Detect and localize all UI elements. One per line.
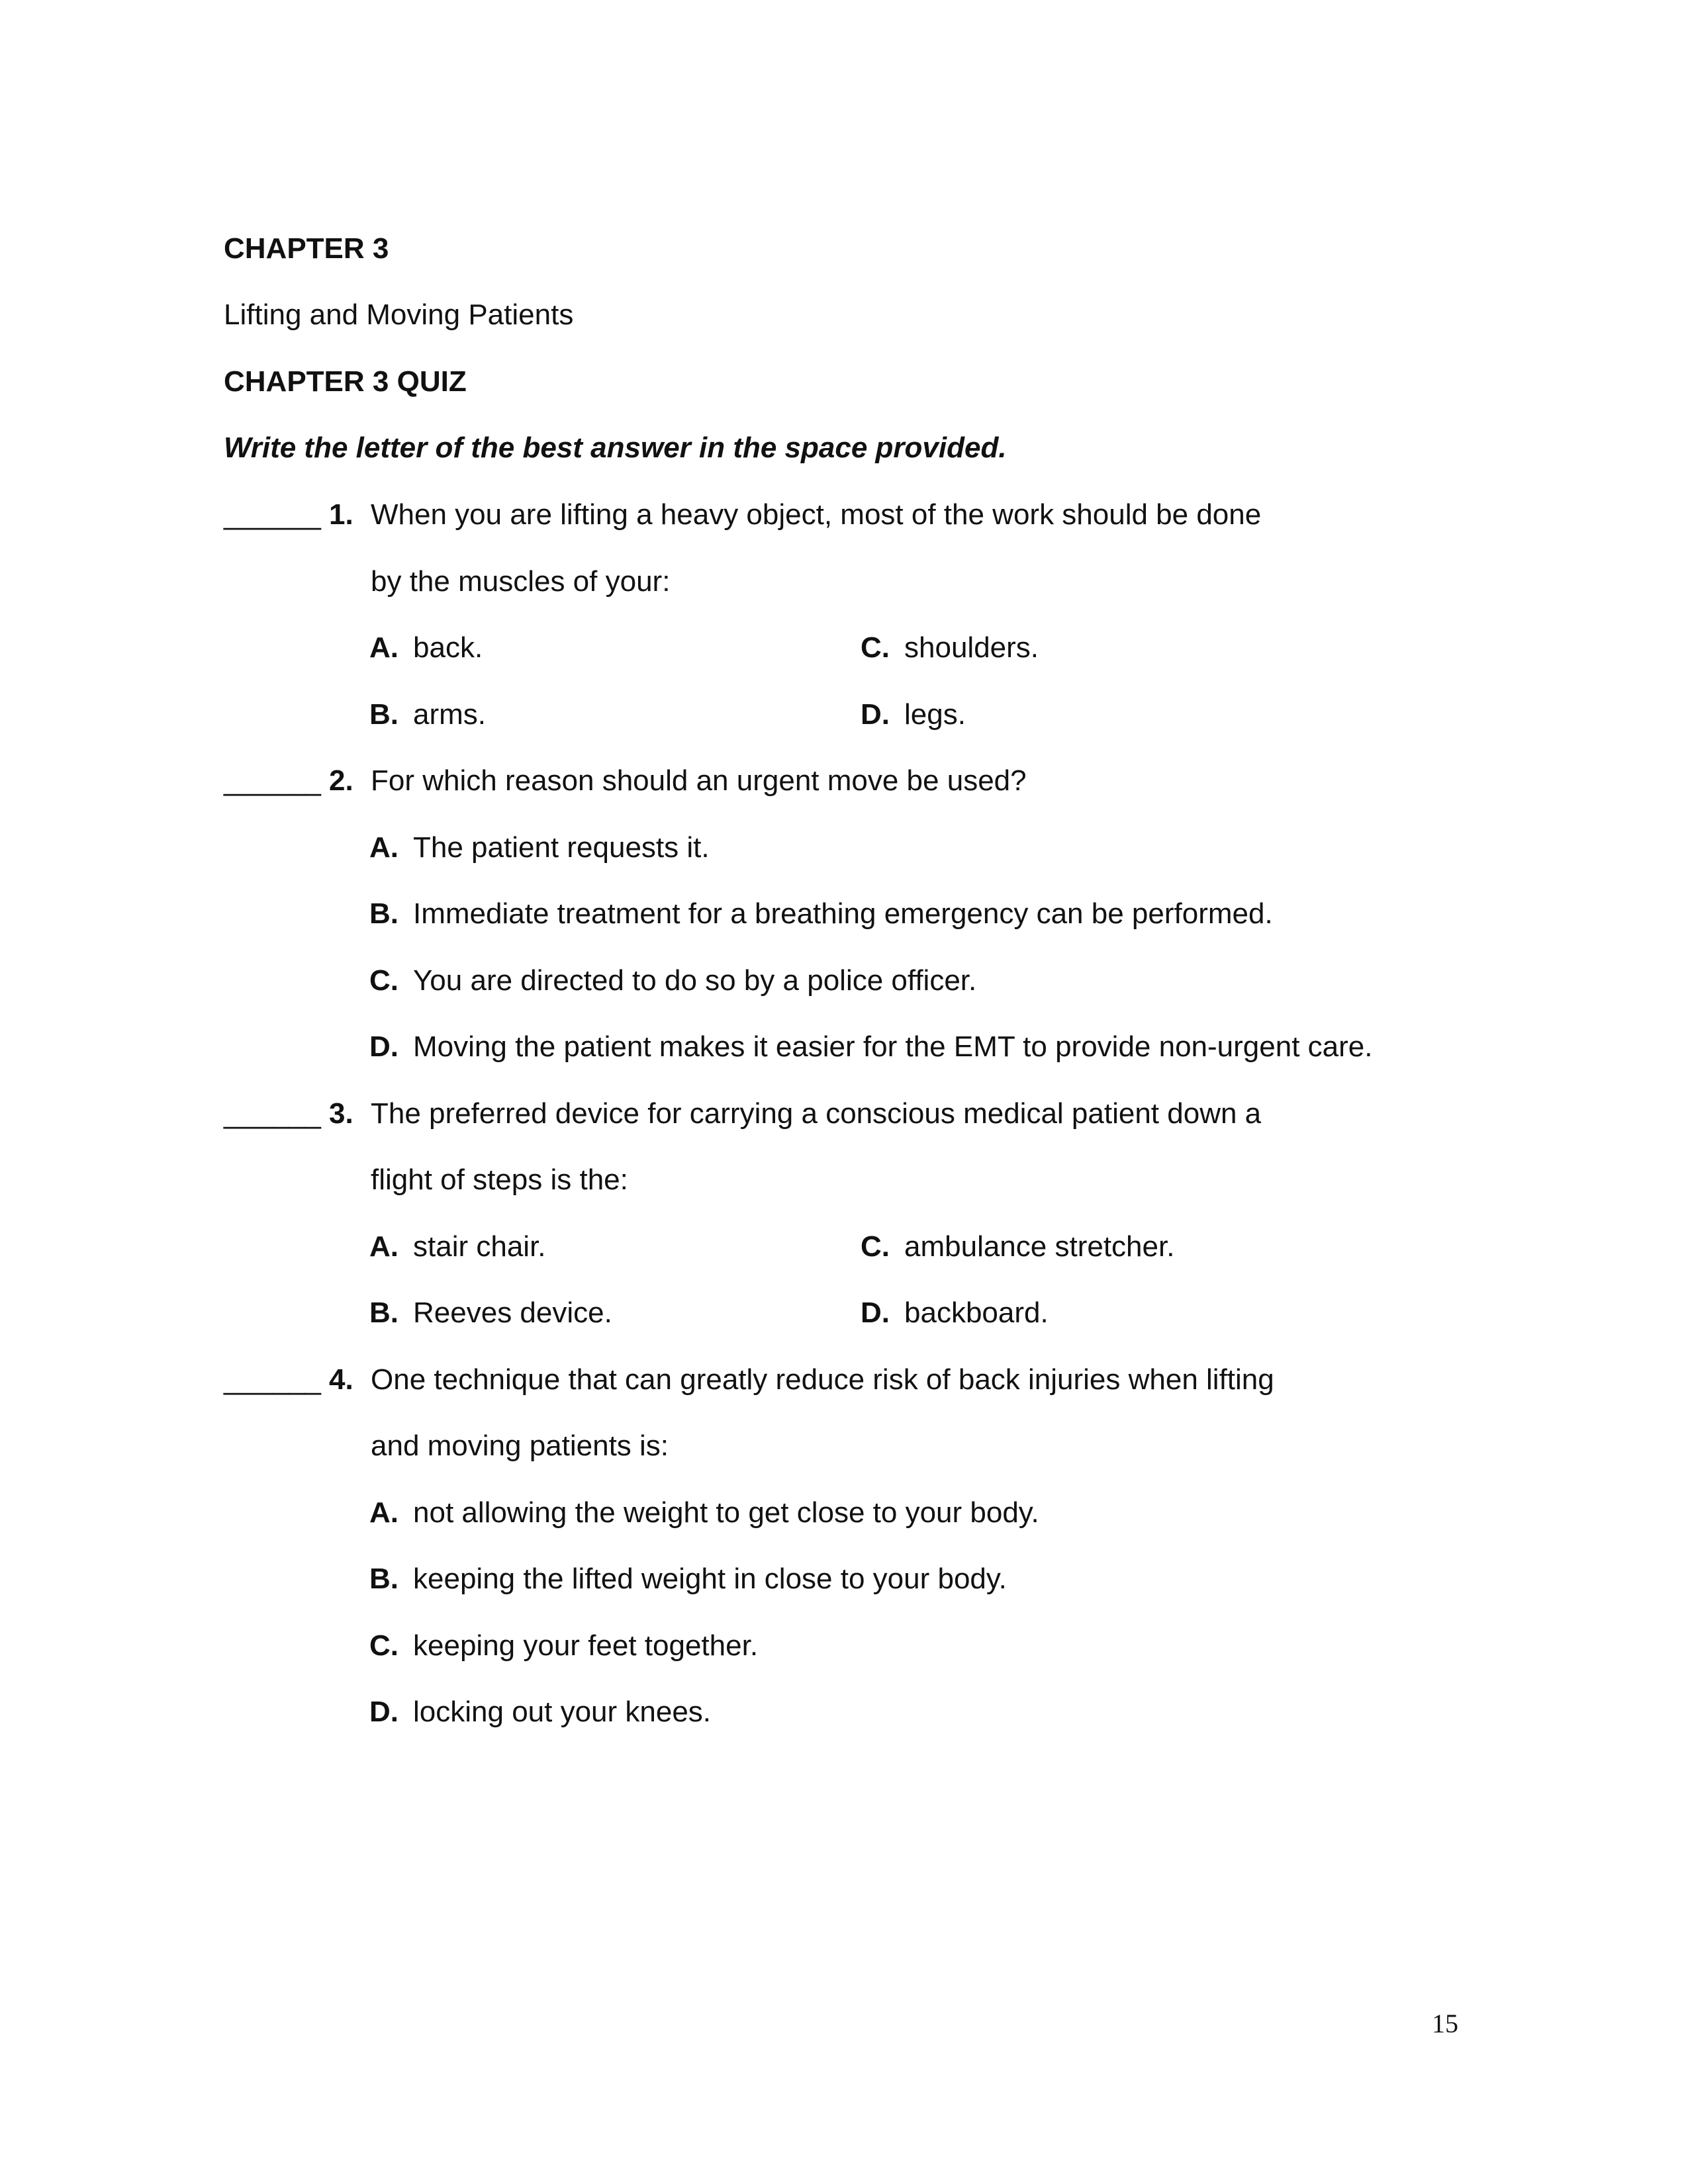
- option-letter: B.: [369, 1563, 399, 1595]
- option-b: [369, 897, 1273, 931]
- page-number: 15: [1432, 2009, 1458, 2038]
- option-d: [861, 1296, 1049, 1330]
- chapter-subtitle: Lifting and Moving Patients: [224, 298, 574, 331]
- option-d: [369, 1695, 711, 1729]
- answer-blank[interactable]: ______: [224, 764, 321, 797]
- option-letter: B.: [369, 897, 399, 930]
- option-text: stair chair.: [413, 1230, 546, 1263]
- option-letter: D.: [369, 1030, 399, 1063]
- option-text: legs.: [904, 698, 966, 731]
- option-letter: D.: [861, 698, 890, 731]
- option-a: [369, 1496, 1039, 1530]
- option-a: [369, 631, 483, 665]
- question-text: The preferred device for carrying a conscious medical patient down a: [371, 1097, 1262, 1130]
- option-letter: A.: [369, 831, 399, 864]
- option-text: keeping your feet together.: [413, 1629, 759, 1662]
- option-text: You are directed to do so by a police officer.: [413, 964, 977, 997]
- question-text-continued: by the muscles of your:: [371, 565, 671, 598]
- option-text: back.: [413, 631, 483, 664]
- answer-blank[interactable]: ______: [224, 1097, 321, 1130]
- question-text: When you are lifting a heavy object, most of the work should be done: [371, 498, 1262, 531]
- option-letter: C.: [369, 1629, 399, 1662]
- question-number: 3.: [329, 1097, 353, 1130]
- question-text: One technique that can greatly reduce risk of back injuries when lifting: [371, 1363, 1274, 1396]
- option-letter: D.: [369, 1696, 399, 1728]
- option-a: [369, 831, 710, 865]
- option-letter: C.: [861, 1230, 890, 1263]
- option-c: [861, 1230, 1174, 1264]
- option-d: [861, 698, 966, 732]
- question-number: 4.: [329, 1363, 353, 1396]
- option-text: Immediate treatment for a breathing emergency can be performed.: [413, 897, 1273, 930]
- option-letter: B.: [369, 1297, 399, 1329]
- option-letter: D.: [861, 1297, 890, 1329]
- option-text: The patient requests it.: [413, 831, 710, 864]
- answer-blank[interactable]: ______: [224, 498, 321, 531]
- option-letter: B.: [369, 698, 399, 731]
- option-text: locking out your knees.: [413, 1696, 712, 1728]
- option-c: [861, 631, 1039, 665]
- option-c: [369, 964, 976, 998]
- quiz-title: CHAPTER 3 QUIZ: [224, 365, 467, 398]
- option-letter: C.: [861, 631, 890, 664]
- option-text: arms.: [413, 698, 486, 731]
- option-text: ambulance stretcher.: [904, 1230, 1175, 1263]
- option-text: not allowing the weight to get close to your body.: [413, 1496, 1039, 1529]
- chapter-heading: CHAPTER 3: [224, 232, 389, 265]
- answer-blank[interactable]: ______: [224, 1363, 321, 1396]
- option-text: Reeves device.: [413, 1297, 612, 1329]
- option-text: Moving the patient makes it easier for the EMT to provide non-urgent care.: [413, 1030, 1373, 1063]
- question-text: For which reason should an urgent move be used?: [371, 764, 1027, 797]
- option-letter: A.: [369, 1496, 399, 1529]
- question-text-continued: and moving patients is:: [371, 1430, 669, 1462]
- question-number: 2.: [329, 764, 353, 797]
- option-b: [369, 1562, 1007, 1596]
- option-letter: C.: [369, 964, 399, 997]
- option-text: backboard.: [904, 1297, 1049, 1329]
- question-text-continued: flight of steps is the:: [371, 1163, 628, 1196]
- option-d: [369, 1030, 1373, 1064]
- question-number: 1.: [329, 498, 353, 531]
- option-text: keeping the lifted weight in close to your body.: [413, 1563, 1007, 1595]
- option-c: [369, 1629, 758, 1663]
- option-a: [369, 1230, 546, 1264]
- quiz-instructions: Write the letter of the best answer in the space provided.: [224, 432, 1007, 464]
- option-text: shoulders.: [904, 631, 1039, 664]
- option-letter: A.: [369, 1230, 399, 1263]
- option-b: [369, 1296, 612, 1330]
- option-letter: A.: [369, 631, 399, 664]
- option-b: [369, 698, 486, 732]
